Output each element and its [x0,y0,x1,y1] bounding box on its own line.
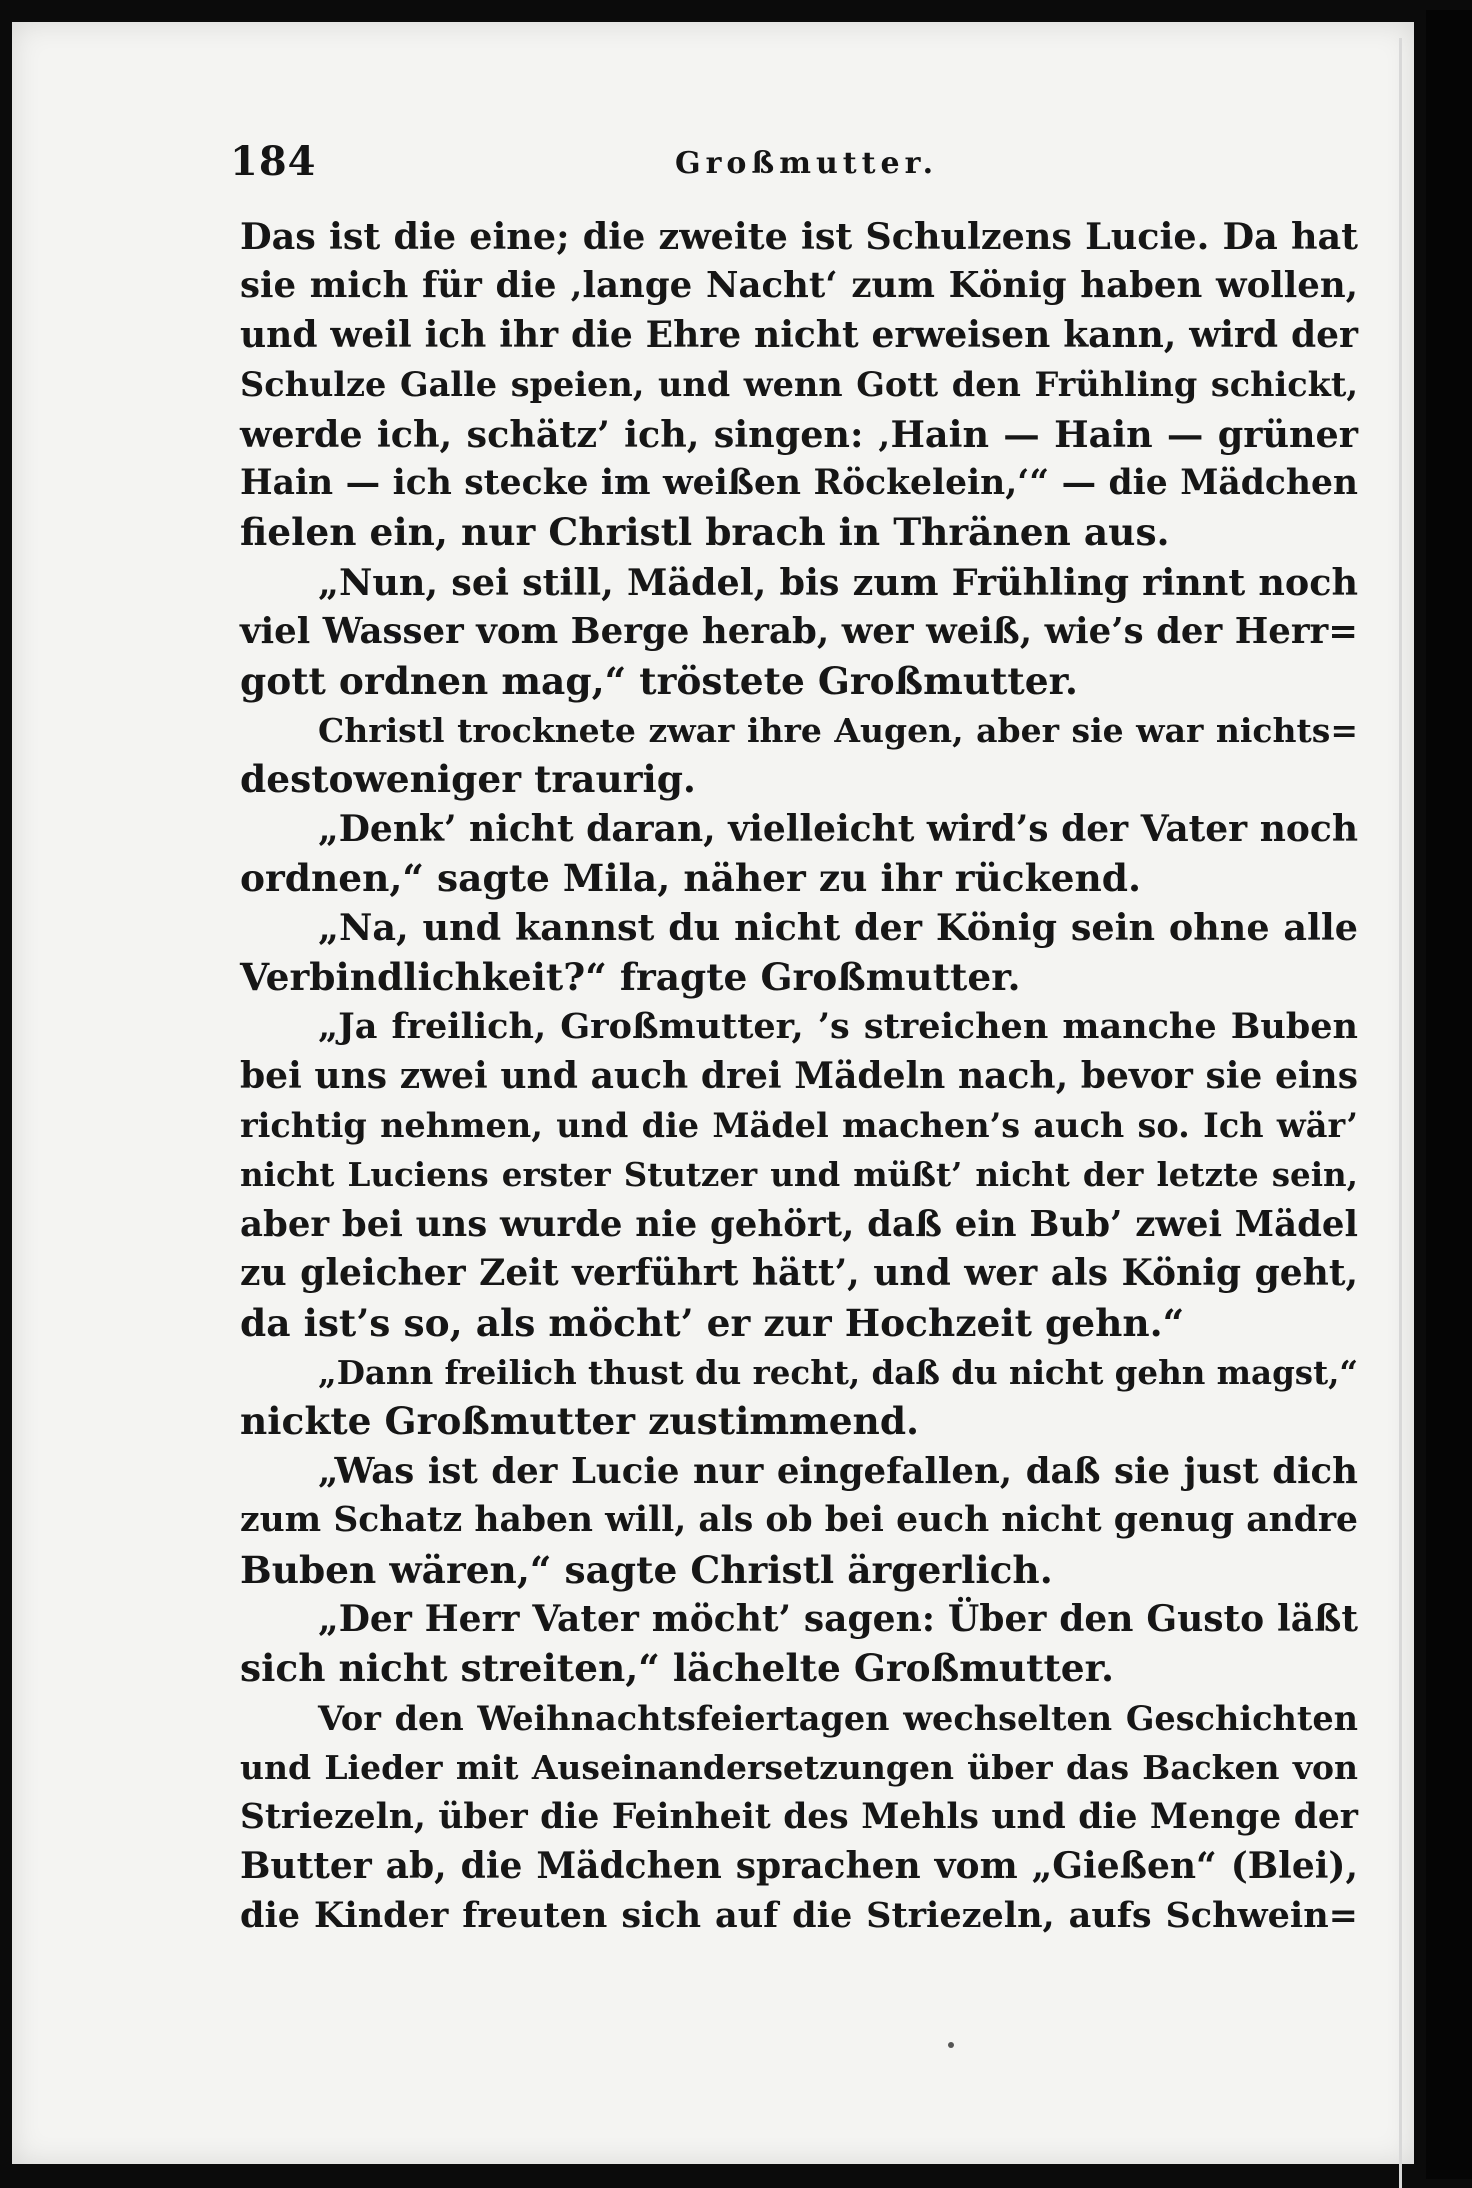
text-line: Das ist die eine; die zweite ist Schulzens Lucie. Da hat [240,215,1358,258]
text-line: sie mich für die ‚lange Nacht‘ zum König haben wollen, [240,265,1358,307]
text-line: Striezeln, über die Feinheit des Mehls und die Menge der [240,1796,1358,1837]
paper-speck [948,2042,954,2048]
text-line: ordnen,“ sagte Mila, näher zu ihr rückend. [240,856,1142,901]
body-text [240,212,1358,1941]
page-number: 184 [230,138,317,185]
text-line: richtig nehmen, und die Mädel machen’s auch so. Ich wär’ [240,1106,1358,1146]
text-line: viel Wasser vom Berge herab, wer weiß, wie’s der Herr= [240,611,1358,653]
running-head: Großmutter. [675,146,939,181]
text-line: und weil ich ihr die Ehre nicht erweisen kann, wird der [240,313,1358,356]
text-line: Vor den Weihnachtsfeiertagen wechselten Geschichten [318,1698,1358,1738]
scan-border [1426,10,1472,2179]
text-line: bei uns zwei und auch drei Mädeln nach, bevor sie eins [240,1054,1358,1097]
page-fold-edge [1399,38,1402,2188]
text-line: destoweniger traurig. [240,757,696,802]
text-line: Verbindlichkeit?“ fragte Großmutter. [240,954,1021,999]
text-line: zum Schatz haben will, als ob bei euch nicht genug andre [240,1500,1358,1541]
text-line: nickte Großmutter zustimmend. [240,1399,920,1444]
text-line: Buben wären,“ sagte Christl ärgerlich. [240,1547,1053,1592]
text-line: aber bei uns wurde nie gehört, daß ein Bub’ zwei Mädel [240,1203,1358,1245]
text-line: „Na, und kannst du nicht der König sein ohne alle [318,906,1358,950]
text-line: zu gleicher Zeit verführt hätt’, und wer als König geht, [240,1252,1358,1295]
text-line: und Lieder mit Auseinandersetzungen über das Backen von [240,1748,1358,1788]
text-line: die Kinder freuten sich auf die Striezeln, aufs Schwein= [240,1895,1358,1937]
text-line: „Ja freilich, Großmutter, ’s streichen manche Buben [318,1006,1358,1048]
text-line: „Der Herr Vater möcht’ sagen: Über den Gusto läßt [318,1597,1358,1640]
text-line: werde ich, schätz’ ich, singen: ‚Hain — Hain — grüner [240,412,1358,456]
text-line: fielen ein, nur Christl brach in Thränen aus. [240,510,1170,555]
text-line: „Was ist der Lucie nur eingefallen, daß sie just dich [318,1450,1358,1492]
text-line: Butter ab, die Mädchen sprachen vom „Gießen“ (Blei), [240,1844,1358,1887]
text-line: nicht Luciens erster Stutzer und müßt’ nicht der letzte sein, [240,1155,1358,1195]
text-line: Christl trocknete zwar ihre Augen, aber sie war nichts= [318,710,1358,750]
text-line: „Denk’ nicht daran, vielleicht wird’s der Vater noch [318,807,1358,850]
text-line: gott ordnen mag,“ tröstete Großmutter. [240,658,1078,703]
text-line: „Dann freilich thust du recht, daß du nicht gehn magst,“ [318,1352,1359,1392]
text-line: sich nicht streiten,“ lächelte Großmutter. [240,1646,1114,1691]
text-line: da ist’s so, als möcht’ er zur Hochzeit gehn.“ [240,1300,1185,1345]
page-header [230,138,1375,194]
text-line: Hain — ich stecke im weißen Röckelein,‘“ — die Mädchen [240,462,1358,503]
text-line: Schulze Galle speien, und wenn Gott den Frühling schickt, [240,365,1358,405]
text-line: „Nun, sei still, Mädel, bis zum Frühling rinnt noch [318,560,1358,604]
